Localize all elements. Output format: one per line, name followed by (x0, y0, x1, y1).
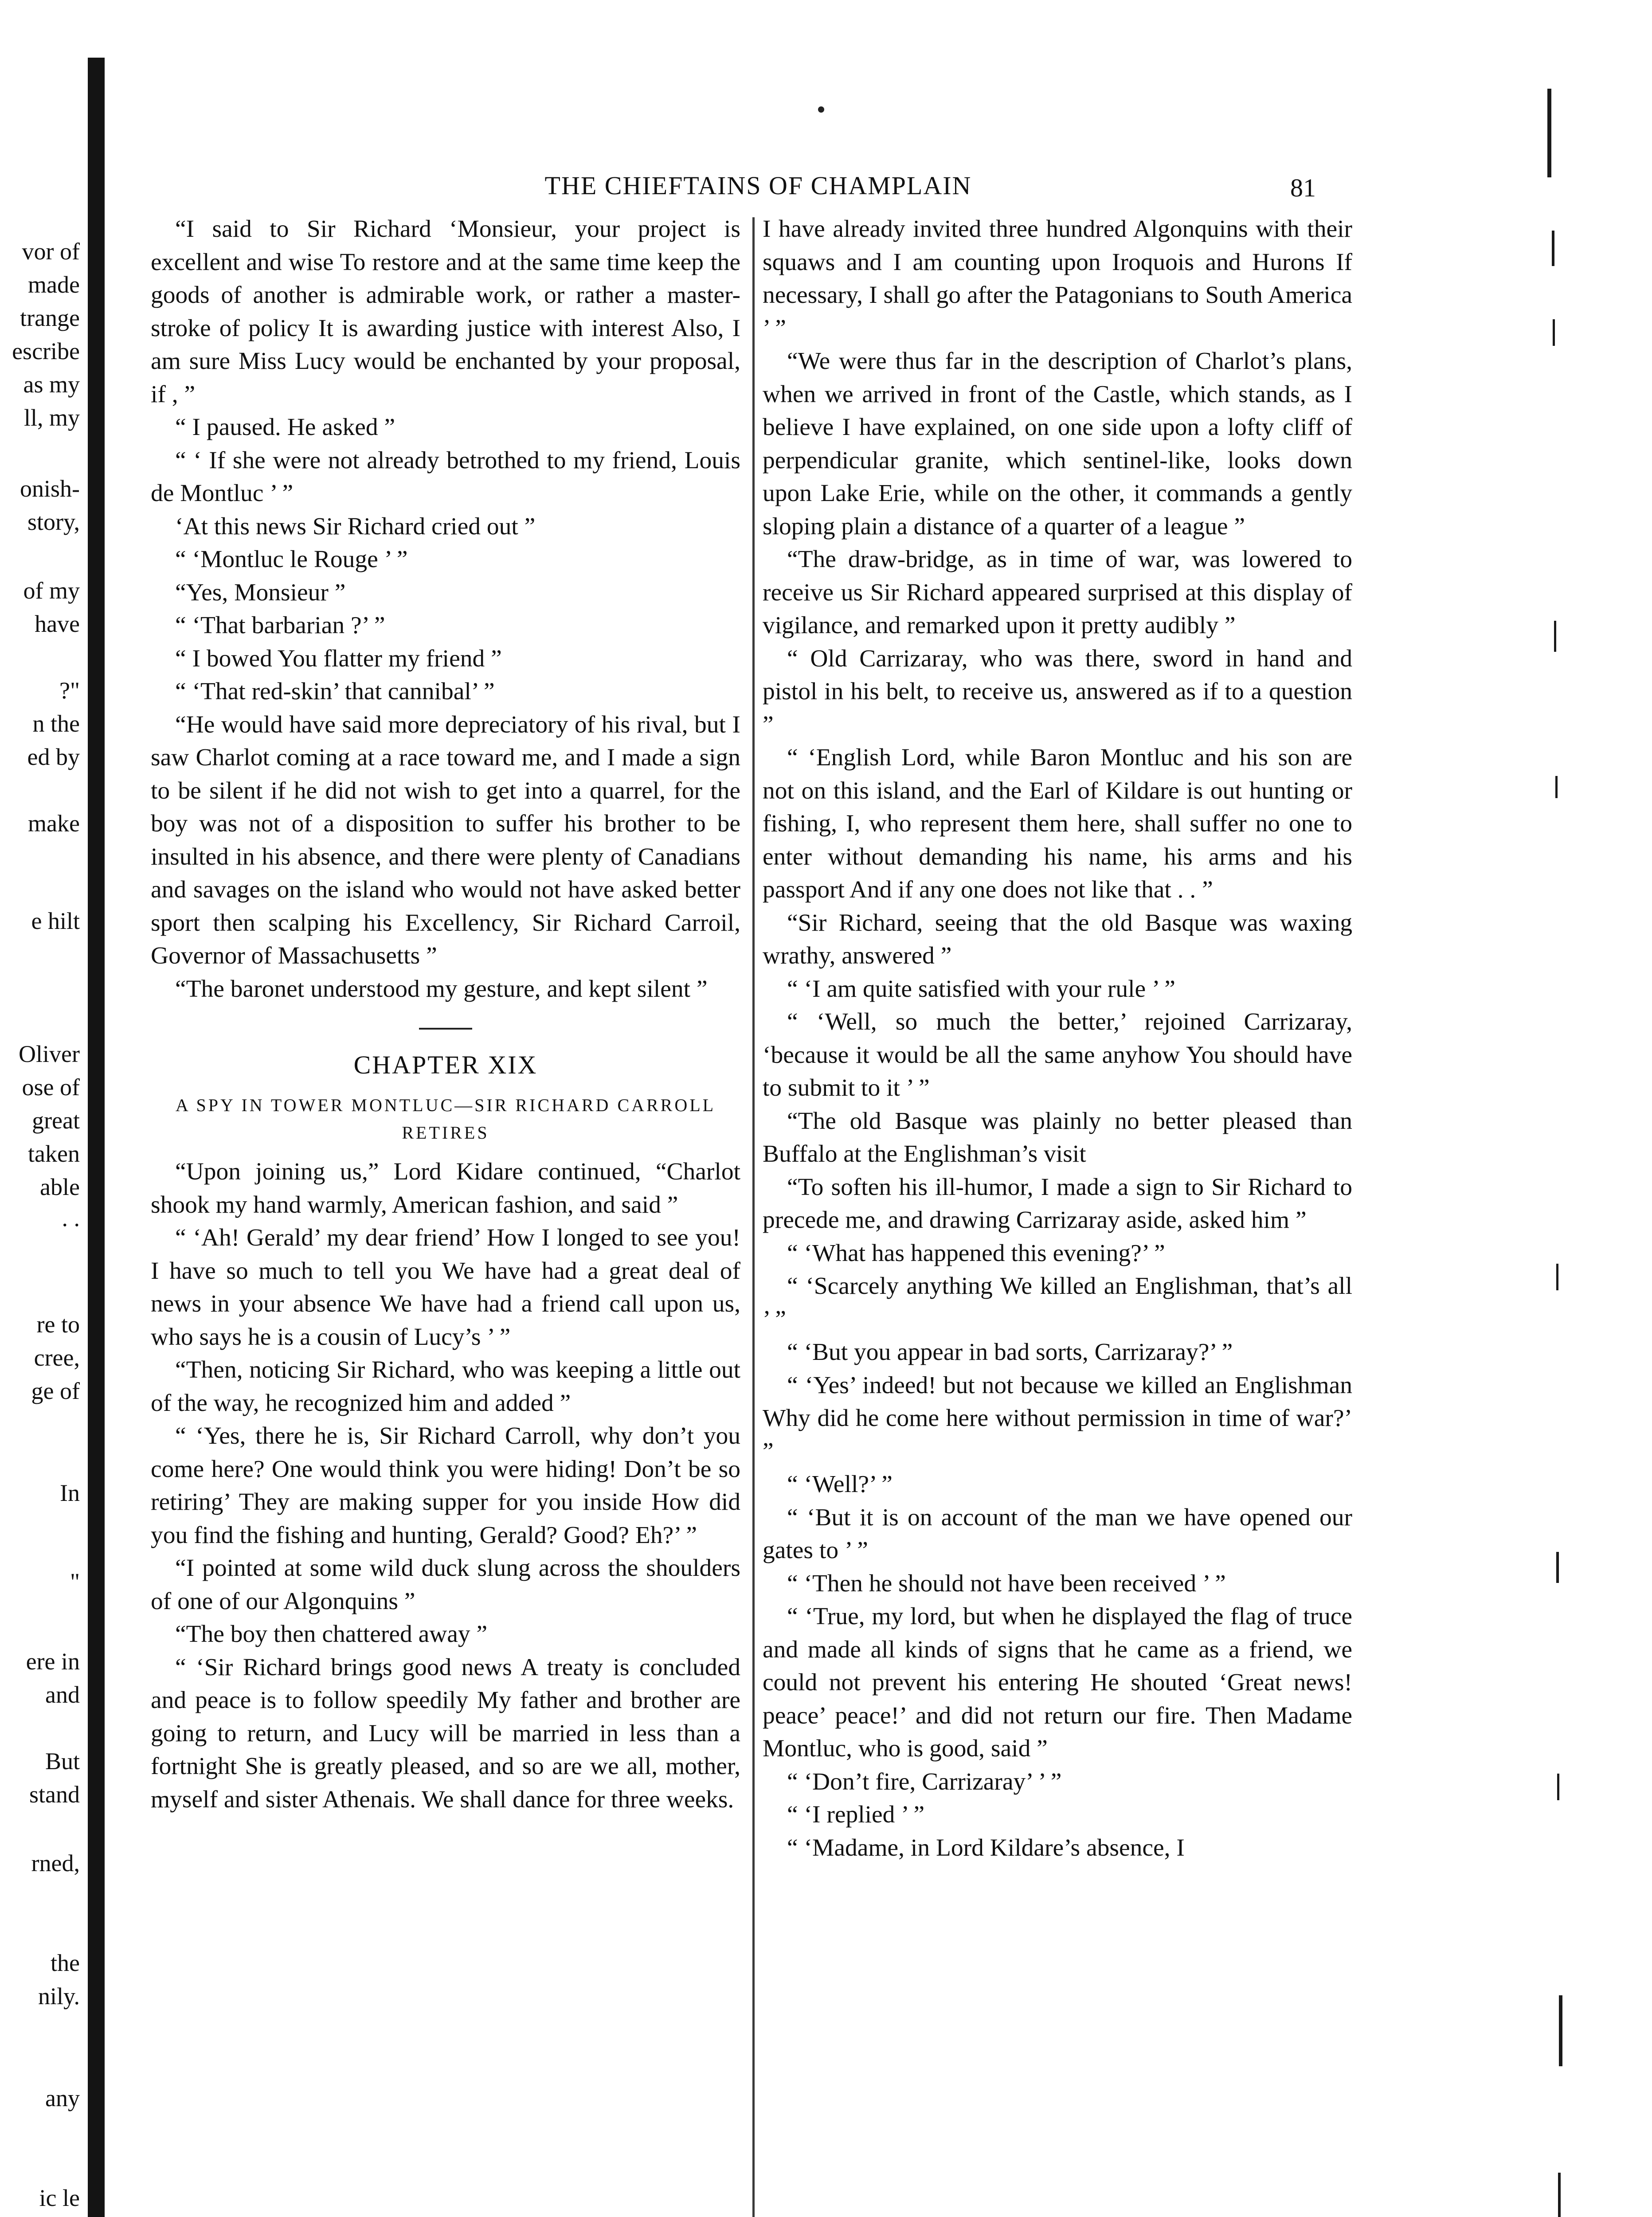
prev-fragment: stand (29, 1781, 80, 1808)
paragraph: ‘At this news Sir Richard cried out ” (175, 513, 536, 540)
prev-fragment: nily. (38, 1983, 80, 2009)
prev-fragment: made (28, 271, 80, 298)
running-head: THE CHIEFTAINS OF CHAMPLAIN (544, 171, 972, 200)
paragraph: “Then, noticing Sir Richard, who was keeping a little out of the way, he recognized him and added ” (151, 1356, 740, 1417)
paragraph: “ ‘Ah! Gerald’ my dear friend’ How I longed to see you! I have so much to tell you We have had a great deal of news in your absence We have had a friend call upon us, who says he is a cousin of Lucy’s ’ ” (151, 1224, 740, 1351)
paragraph: “ ‘I replied ’ ” (787, 1801, 925, 1828)
paragraph: “ ‘Sir Richard brings good news A treaty is concluded and peace is to follow speedily My father and brother are going to return, and Lucy will be married in less than a fortnight She is greatly pleased, and so are we all, mother, myself and sister Athenais. We shall dance for three weeks. (151, 1653, 740, 1813)
paragraph: “ I bowed You flatter my friend ” (175, 645, 502, 672)
prev-fragment: trange (20, 305, 80, 331)
margin-mark (1559, 1995, 1562, 2066)
prev-fragment: able (40, 1174, 80, 1200)
paragraph: “ ‘Well?’ ” (787, 1471, 893, 1498)
page-number: 81 (1290, 173, 1316, 202)
paragraph: “ ‘That barbarian ?’ ” (175, 612, 385, 639)
prev-fragment: ic le (39, 2185, 80, 2211)
paragraph: “ ‘But it is on account of the man we have opened our gates to ’ ” (763, 1504, 1352, 1564)
prev-fragment: " (70, 1568, 80, 1595)
paragraph: “ ‘Scarcely anything We killed an Englishman, that’s all ’ ” (763, 1273, 1352, 1333)
chapter-separator (419, 1028, 472, 1030)
margin-mark (1556, 1552, 1559, 1583)
prev-fragment: as my (23, 371, 80, 398)
paragraph: “ ‘I am quite satisfied with your rule ’ ” (787, 975, 1175, 1003)
paragraph: “ ‘True, my lord, but when he displayed the flag of truce and made all kinds of signs that he came as a friend, we could not prevent his entering He shouted ‘Great news! peace’ peace!’ and did not return our fire. Then Madame Montluc, who is good, said ” (763, 1603, 1352, 1762)
paragraph: “ Old Carrizaray, who was there, sword in hand and pistol in his belt, to receive us, answered as if to a question ” (763, 645, 1352, 738)
prev-fragment: e hilt (31, 908, 80, 934)
prev-fragment: story, (27, 509, 80, 535)
prev-fragment: re to (36, 1311, 80, 1338)
paragraph: I have already invited three hundred Algonquins with their squaws and I am counting upon Iroquois and Hurons If necessary, I shall go after the Patagonians to South America ’ ” (763, 215, 1352, 342)
paragraph: “ ‘English Lord, while Baron Montluc and his son are not on this island, and the Earl of Kildare is out hunting or fishing, I, who represent them here, shall suffer no one to enter without demanding his name, his arms and his passport And if any one does not like that . . ” (763, 744, 1352, 903)
paragraph: “ ‘That red-skin’ that cannibal’ ” (175, 678, 495, 705)
paragraph: “ I paused. He asked ” (175, 414, 395, 441)
left-column (151, 213, 740, 1816)
paragraph: “ ‘Yes, there he is, Sir Richard Carroll, why don’t you come here? One would think you were hiding! Don’t be so retiring’ They are making supper for you inside How did you find the fishing and hunting, Gerald? Good? Eh?’ ” (151, 1422, 740, 1549)
margin-mark (1554, 621, 1556, 652)
paragraph: “I said to Sir Richard ‘Monsieur, your project is excellent and wise To restore and at the same time keep the goods of another is admirable work, or rather a master-stroke of policy It is awarding justice with interest Also, I am sure Miss Lucy would be enchanted by your proposal, if , ” (151, 215, 740, 408)
prev-fragment: But (45, 1748, 80, 1774)
chapter-subtitle: A SPY IN TOWER MONTLUC—SIR RICHARD CARROLL RETIRES (175, 1095, 716, 1143)
prev-fragment: the (51, 1950, 80, 1976)
right-margin-specks (1530, 89, 1583, 2217)
paragraph: “ ‘But you appear in bad sorts, Carrizaray?’ ” (787, 1339, 1233, 1366)
paragraph: “To soften his ill-humor, I made a sign to Sir Richard to precede me, and drawing Carrizaray aside, asked him ” (763, 1173, 1352, 1234)
prev-fragment: ll, my (23, 404, 80, 431)
binding-gutter-shadow (88, 58, 105, 2217)
margin-mark (1552, 231, 1554, 266)
paragraph: “Yes, Monsieur ” (175, 579, 346, 606)
paragraph: “ ‘Madame, in Lord Kildare’s absence, I (787, 1834, 1185, 1861)
paragraph: “The baronet understood my gesture, and kept silent ” (175, 975, 708, 1003)
margin-mark (1556, 1264, 1558, 1290)
prev-fragment: ere in (26, 1648, 80, 1675)
prev-fragment: and (45, 1681, 80, 1708)
prev-fragment: great (32, 1107, 80, 1134)
prev-fragment: ose of (22, 1074, 80, 1101)
margin-mark (1553, 319, 1555, 346)
paragraph: “Sir Richard, seeing that the old Basque was waxing wrathy, answered ” (763, 909, 1352, 969)
prev-fragment: onish- (20, 475, 80, 502)
right-column (763, 213, 1352, 1864)
prev-fragment: of my (23, 577, 80, 604)
margin-mark (1547, 89, 1551, 177)
prev-fragment: vor of (22, 238, 80, 265)
paragraph: “The draw-bridge, as in time of war, was lowered to receive us Sir Richard appeared surprised at this display of vigilance, and remarked upon it pretty audibly ” (763, 546, 1352, 639)
paragraph: “ ‘Don’t fire, Carrizaray’ ’ ” (787, 1768, 1062, 1795)
print-speck (818, 106, 824, 113)
paragraph: “ ‘Then he should not have been received ’ ” (787, 1570, 1226, 1597)
paragraph: “Upon joining us,” Lord Kidare continued, “Charlot shook my hand warmly, American fashion, and said ” (151, 1158, 740, 1218)
margin-mark (1557, 1774, 1559, 1800)
column-rule (752, 217, 755, 2217)
paragraph: “We were thus far in the description of Charlot’s plans, when we arrived in front of the Castle, which stands, as I believe I have explained, on one side upon a lofty cliff of perpendicular granite, which sentinel-like, looks down upon Lake Erie, while on the other, it commands a gently sloping plain a distance of a quarter of a league ” (763, 348, 1352, 540)
margin-mark (1558, 2173, 1561, 2217)
prev-fragment: . . (62, 1205, 80, 1231)
paragraph: “ ‘ If she were not already betrothed to my friend, Louis de Montluc ’ ” (151, 447, 740, 507)
paragraph: “ ‘Montluc le Rouge ’ ” (175, 546, 408, 573)
paragraph: “ ‘What has happened this evening?’ ” (787, 1239, 1165, 1267)
prev-fragment: escribe (12, 338, 80, 364)
paragraph: “I pointed at some wild duck slung across the shoulders of one of our Algonquins ” (151, 1555, 740, 1615)
prev-fragment: ?" (59, 677, 80, 704)
paragraph: “ ‘Well, so much the better,’ rejoined Carrizaray, ‘because it would be all the same anyhow You should have to submit to it ’ ” (763, 1008, 1352, 1101)
prev-fragment: taken (28, 1140, 80, 1167)
prev-fragment: ge of (31, 1378, 80, 1404)
paragraph: “ ‘Yes’ indeed! but not because we killed an Englishman Why did he come here without permission in time of war?’ ” (763, 1371, 1352, 1465)
prev-fragment: make (28, 810, 80, 837)
prev-fragment: n the (32, 710, 80, 737)
prev-fragment: cree, (34, 1344, 80, 1371)
prev-fragment: Oliver (19, 1041, 80, 1067)
prev-fragment: any (45, 2085, 80, 2111)
chapter-title: CHAPTER XIX (353, 1050, 538, 1079)
prev-fragment: rned, (31, 1850, 80, 1876)
prev-fragment: In (60, 1480, 80, 1506)
paragraph: “The boy then chattered away ” (175, 1621, 488, 1648)
margin-mark (1555, 776, 1558, 798)
prev-fragment: have (35, 611, 80, 637)
paragraph: “The old Basque was plainly no better pleased than Buffalo at the Englishman’s visit (763, 1107, 1352, 1167)
prev-fragment: ed by (27, 744, 80, 770)
paragraph: “He would have said more depreciatory of his rival, but I saw Charlot coming at a race toward me, and I made a sign to be silent if he did not wish to get into a quarrel, for the boy was not of a disposition to suffer his brother to be insulted in his absence, and there were plenty of Canadians and savages on the island who would not have asked better sport then scalping his Excellency, Sir Richard Carroil, Governor of Massachusetts ” (151, 711, 740, 969)
